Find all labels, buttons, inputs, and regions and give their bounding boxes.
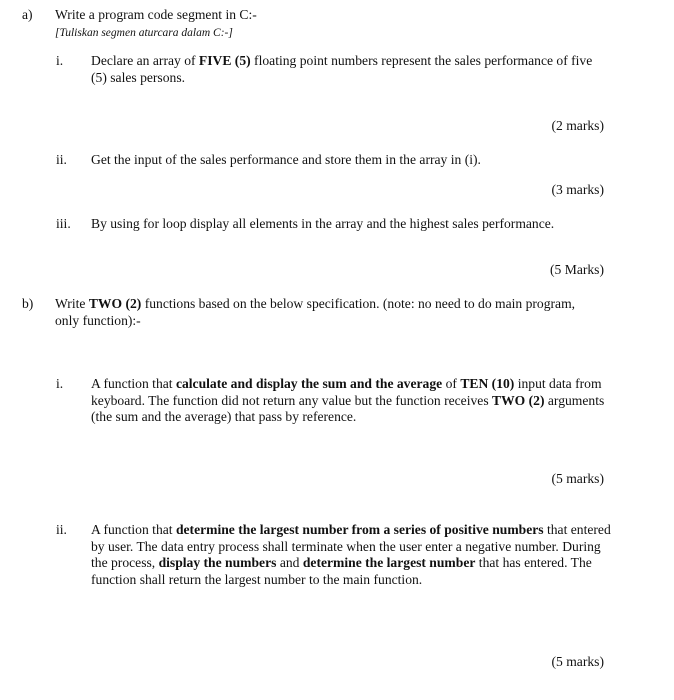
question-b-i-text: A function that calculate and display the sum and the average of TEN (10) input data from keyboard. The function did not return any value but the function receives TWO (2) arguments (the sum and the average) that pass by reference. [91, 376, 605, 424]
question-a-iii-marks: (5 Marks) [550, 262, 604, 277]
question-b-ii-text: A function that determine the largest number from a series of positive numbers that entered by user. The data entry process shall terminate when the user enter a negative number. During the process, display the numbers and determine the largest number that has entered. The function shall return the largest number to the main function. [91, 522, 611, 587]
question-a-ii-number: ii. [56, 152, 67, 167]
part-b-label: b) [22, 296, 34, 311]
question-b-i-marks: (5 marks) [551, 471, 604, 486]
question-a-i-number: i. [56, 53, 64, 68]
question-a-iii-number: iii. [56, 216, 71, 231]
part-b-intro: Write TWO (2) functions based on the below specification. (note: no need to do main program, only function):- [55, 296, 576, 328]
question-a-ii-marks: (3 marks) [551, 182, 604, 197]
question-a-i-text: Declare an array of FIVE (5) floating point numbers represent the sales performance of five (5) sales persons. [91, 53, 593, 85]
question-a-i-marks: (2 marks) [551, 118, 604, 133]
part-a-subtitle: [Tuliskan segmen aturcara dalam C:-] [55, 27, 233, 39]
part-a-title: Write a program code segment in C:- [55, 7, 257, 22]
question-b-i-number: i. [56, 376, 64, 391]
part-a-label: a) [22, 7, 33, 22]
question-a-ii-text: Get the input of the sales performance and store them in the array in (i). [91, 152, 481, 167]
question-a-iii-text: By using for loop display all elements in the array and the highest sales performance. [91, 216, 555, 231]
question-b-ii-marks: (5 marks) [551, 654, 604, 669]
question-b-ii-number: ii. [56, 522, 67, 537]
